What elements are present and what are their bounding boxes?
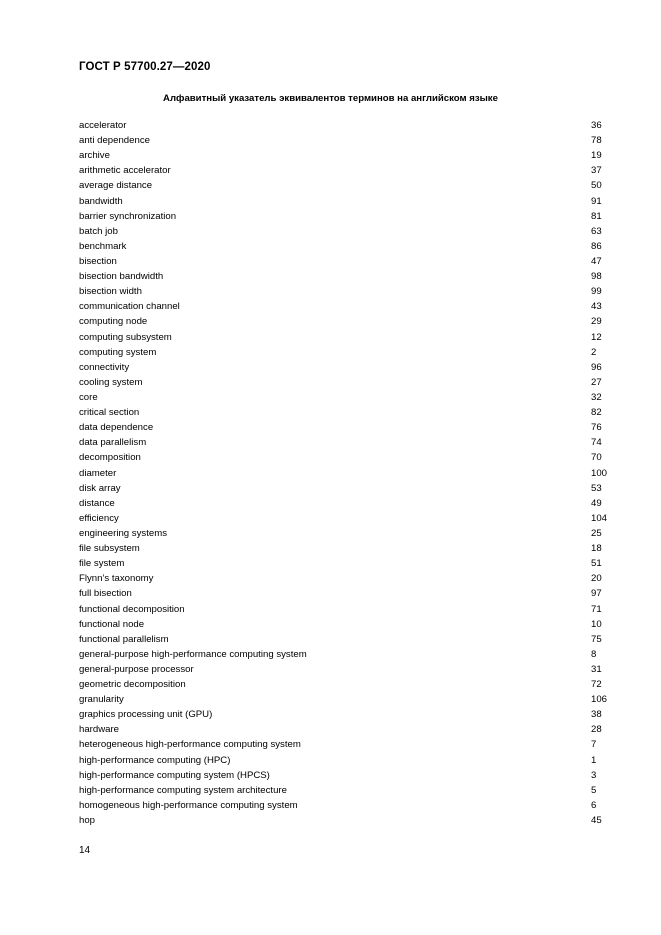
index-page-ref: 20 bbox=[591, 573, 602, 585]
index-page-ref: 74 bbox=[591, 437, 602, 449]
index-page-ref: 29 bbox=[591, 316, 602, 328]
index-page-ref: 12 bbox=[591, 331, 602, 343]
index-page-ref: 27 bbox=[591, 376, 602, 388]
index-entry bbox=[79, 239, 609, 254]
index-entry bbox=[79, 481, 609, 496]
index-entry bbox=[79, 617, 609, 632]
index-term: functional decomposition bbox=[79, 603, 185, 615]
index-entry bbox=[79, 178, 609, 193]
index-term: high-performance computing system (HPCS) bbox=[79, 769, 270, 781]
index-term: disk array bbox=[79, 482, 121, 494]
index-page-ref: 37 bbox=[591, 165, 602, 177]
index-term: bandwidth bbox=[79, 195, 123, 207]
index-entry bbox=[79, 768, 609, 783]
index-entry bbox=[79, 314, 609, 329]
index-term: connectivity bbox=[79, 361, 130, 373]
index-page-ref: 78 bbox=[591, 135, 602, 147]
index-entry bbox=[79, 677, 609, 692]
index-page-ref: 98 bbox=[591, 271, 602, 283]
index-page-ref: 76 bbox=[591, 422, 602, 434]
index-page-ref: 71 bbox=[591, 603, 602, 615]
index-page-ref: 36 bbox=[591, 120, 602, 131]
index-page-ref: 100 bbox=[591, 467, 608, 479]
index-entry bbox=[79, 632, 609, 647]
index-entry bbox=[79, 556, 609, 571]
index-entry bbox=[79, 330, 609, 345]
index-page-ref: 97 bbox=[591, 588, 602, 600]
index-term: cooling system bbox=[79, 376, 143, 388]
index-page-ref: 28 bbox=[591, 724, 602, 736]
index-term: bisection width bbox=[79, 286, 142, 298]
index-term: bisection bandwidth bbox=[79, 271, 164, 283]
index-term: diameter bbox=[79, 467, 117, 479]
index-entry bbox=[79, 194, 609, 209]
index-entry bbox=[79, 753, 609, 768]
index-entry bbox=[79, 163, 609, 178]
index-page-ref: 38 bbox=[591, 709, 602, 721]
index-page-ref: 3 bbox=[591, 769, 597, 781]
index-entry bbox=[79, 647, 609, 662]
index-entry bbox=[79, 602, 609, 617]
index-entry bbox=[79, 209, 609, 224]
index-term: accelerator bbox=[79, 120, 127, 131]
index-term: Flynn’s taxonomy bbox=[79, 573, 154, 585]
index-term: high-performance computing system architecture bbox=[79, 784, 287, 796]
index-page-ref: 99 bbox=[591, 286, 602, 298]
index-page-ref: 91 bbox=[591, 195, 602, 207]
index-entry bbox=[79, 133, 609, 148]
index-entry bbox=[79, 586, 609, 601]
index-term: general-purpose high-performance computing system bbox=[79, 648, 307, 660]
index-entry bbox=[79, 420, 609, 435]
index-entry bbox=[79, 722, 609, 737]
index-page-ref: 96 bbox=[591, 361, 602, 373]
index-entry bbox=[79, 813, 609, 828]
index-entry bbox=[79, 148, 609, 163]
index-term: functional node bbox=[79, 618, 145, 630]
index-entry bbox=[79, 284, 609, 299]
index-page-ref: 81 bbox=[591, 210, 602, 222]
index-term: benchmark bbox=[79, 240, 127, 252]
index-entry bbox=[79, 707, 609, 722]
index-page-ref: 51 bbox=[591, 558, 602, 570]
index-page-ref: 72 bbox=[591, 679, 602, 691]
index-page-ref: 106 bbox=[591, 694, 608, 706]
index-entry bbox=[79, 571, 609, 586]
index-entry bbox=[79, 450, 609, 465]
index-term: functional parallelism bbox=[79, 633, 169, 645]
index-entry bbox=[79, 783, 609, 798]
page-number: 14 bbox=[79, 845, 91, 856]
index-term: homogeneous high-performance computing system bbox=[79, 799, 298, 811]
index-entry bbox=[79, 390, 609, 405]
index-term: file subsystem bbox=[79, 543, 140, 555]
index-term: hop bbox=[79, 815, 96, 827]
index-page-ref: 8 bbox=[591, 648, 597, 660]
index-entry bbox=[79, 511, 609, 526]
index-page-ref: 43 bbox=[591, 301, 602, 313]
index-page-ref: 50 bbox=[591, 180, 602, 192]
index-entry bbox=[79, 254, 609, 269]
index-page-ref: 104 bbox=[591, 512, 608, 524]
index-page-ref: 63 bbox=[591, 225, 602, 237]
index-term: full bisection bbox=[79, 588, 132, 600]
index-title: Алфавитный указатель эквивалентов терминов на английском языке bbox=[163, 93, 498, 104]
index-term: average distance bbox=[79, 180, 153, 192]
index-term: efficiency bbox=[79, 512, 119, 524]
index-page-ref: 32 bbox=[591, 391, 602, 403]
index-entry bbox=[79, 541, 609, 556]
index-term: archive bbox=[79, 150, 110, 162]
index-entry bbox=[79, 798, 609, 813]
index-entry bbox=[79, 224, 609, 239]
index-page-ref: 31 bbox=[591, 663, 602, 675]
index-entry bbox=[79, 360, 609, 375]
index-term: critical section bbox=[79, 407, 140, 419]
index-entry bbox=[79, 526, 609, 541]
index-term: arithmetic accelerator bbox=[79, 165, 171, 177]
index-page-ref: 5 bbox=[591, 784, 597, 796]
index-term: granularity bbox=[79, 694, 124, 706]
index-page-ref: 82 bbox=[591, 407, 602, 419]
index-page-ref: 53 bbox=[591, 482, 602, 494]
index-entry bbox=[79, 435, 609, 450]
index-term: anti dependence bbox=[79, 135, 150, 147]
index-page-ref: 1 bbox=[591, 754, 597, 766]
index-term: graphics processing unit (GPU) bbox=[79, 709, 213, 721]
index-term: computing node bbox=[79, 316, 148, 328]
index-term: distance bbox=[79, 497, 115, 509]
index-entry bbox=[79, 466, 609, 481]
index-term: core bbox=[79, 391, 98, 403]
index-page-ref: 25 bbox=[591, 527, 602, 539]
index-page-ref: 86 bbox=[591, 240, 602, 252]
index-term: data dependence bbox=[79, 422, 154, 434]
index-page-ref: 19 bbox=[591, 150, 602, 162]
index-entry bbox=[79, 662, 609, 677]
index-page-ref: 75 bbox=[591, 633, 602, 645]
index-page-ref: 47 bbox=[591, 255, 602, 267]
index-term: barrier synchronization bbox=[79, 210, 177, 222]
index-term: general-purpose processor bbox=[79, 663, 194, 675]
index-term: engineering systems bbox=[79, 527, 167, 539]
index-entry bbox=[79, 375, 609, 390]
index-entry bbox=[79, 692, 609, 707]
index-page-ref: 6 bbox=[591, 799, 597, 811]
index-entry bbox=[79, 299, 609, 314]
index-entry bbox=[79, 269, 609, 284]
index-page-ref: 10 bbox=[591, 618, 602, 630]
index-entry bbox=[79, 737, 609, 752]
index-page-ref: 7 bbox=[591, 739, 597, 751]
index-term: decomposition bbox=[79, 452, 141, 464]
index-term: communication channel bbox=[79, 301, 180, 313]
index-entry bbox=[79, 345, 609, 360]
index-term: hardware bbox=[79, 724, 119, 736]
index-term: batch job bbox=[79, 225, 118, 237]
index-term: bisection bbox=[79, 255, 117, 267]
index-page-ref: 70 bbox=[591, 452, 602, 464]
index-term: heterogeneous high-performance computing system bbox=[79, 739, 301, 751]
index-term: computing system bbox=[79, 346, 157, 358]
index-page-ref: 18 bbox=[591, 543, 602, 555]
document-code: ГОСТ Р 57700.27—2020 bbox=[79, 61, 211, 73]
index-entry bbox=[79, 496, 609, 511]
index-term: geometric decomposition bbox=[79, 679, 186, 691]
index-term: file system bbox=[79, 558, 125, 570]
index-list bbox=[79, 118, 609, 828]
index-term: data parallelism bbox=[79, 437, 147, 449]
index-page-ref: 45 bbox=[591, 815, 602, 827]
index-term: computing subsystem bbox=[79, 331, 172, 343]
index-page-ref: 49 bbox=[591, 497, 602, 509]
index-entry bbox=[79, 118, 609, 133]
index-page-ref: 2 bbox=[591, 346, 597, 358]
index-term: high-performance computing (HPC) bbox=[79, 754, 231, 766]
index-entry bbox=[79, 405, 609, 420]
